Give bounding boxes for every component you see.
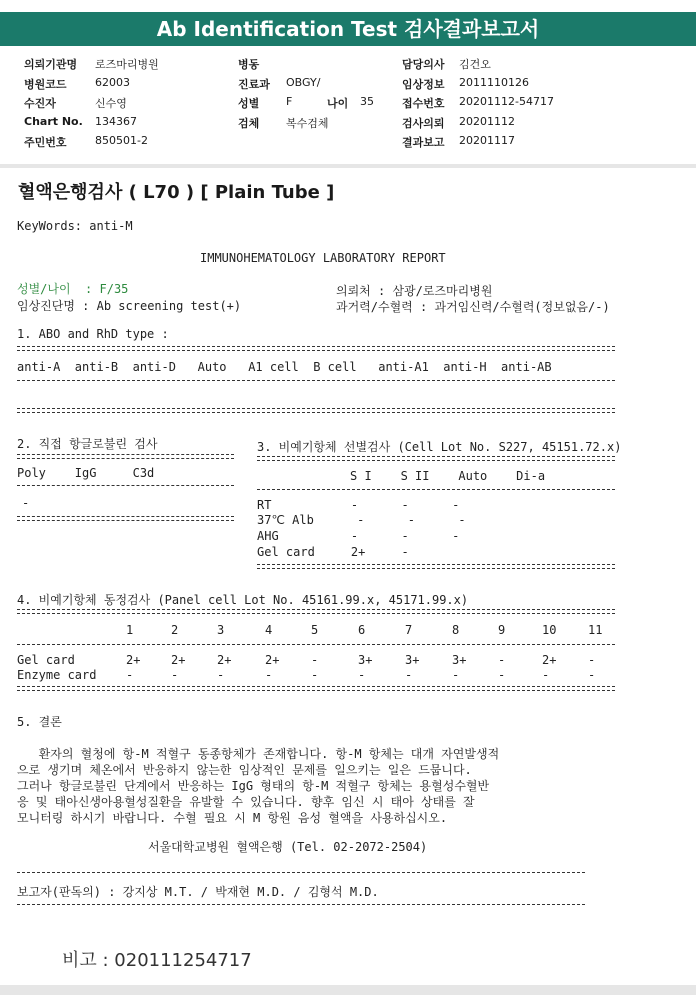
panel-result: 2+: [265, 653, 280, 667]
bottom-separator: [0, 985, 696, 995]
clinical-diagnosis: 임상진단명 : Ab screening test(+): [17, 299, 242, 313]
screen-columns: S I S II Auto Di-a: [350, 469, 546, 483]
divider: [17, 872, 585, 873]
sex-age: 성별/나이 : F/35: [17, 282, 129, 296]
history: 과거력/수혈력 : 과거임신력/수혈력(정보없음/-): [336, 300, 610, 314]
panel-cell-number: 10: [542, 623, 557, 637]
age-value: 35: [360, 95, 374, 108]
panel-result: 3+: [405, 653, 420, 667]
panel-result: -: [498, 668, 506, 682]
panel-cell-number: 7: [405, 623, 413, 637]
panel-result: 2+: [171, 653, 186, 667]
conclusion-line: 응 및 태아신생아용혈성질환을 유발할 수 있습니다. 향후 임신 시 태아 상태를 잘: [17, 795, 475, 809]
panel-result: -: [498, 653, 506, 667]
panel-result: -: [265, 668, 273, 682]
panel-result: 2+: [542, 653, 557, 667]
divider: [17, 454, 234, 459]
divider: [17, 609, 615, 614]
conclusion-line: 환자의 혈청에 항-M 적혈구 동종항체가 존재합니다. 항-M 항체는 대개 자연발생적: [17, 747, 500, 761]
panel-result: -: [405, 668, 413, 682]
header-label: 담당의사: [402, 58, 445, 71]
panel-result: -: [358, 668, 366, 682]
header-separator: [0, 164, 696, 168]
panel-result: -: [542, 668, 550, 682]
header-value: OBGY/: [286, 76, 321, 89]
abo-columns: anti-A anti-B anti-D Auto A1 cell B cell anti-A1 anti-H anti-AB: [17, 360, 552, 374]
panel-result: -: [588, 668, 596, 682]
header-value: 2011110126: [459, 76, 529, 89]
divider: [17, 380, 615, 381]
header-value: 복수검체: [286, 117, 329, 130]
panel-result: 3+: [452, 653, 467, 667]
dat-columns: Poly IgG C3d: [17, 466, 155, 480]
header-label: 병동: [238, 58, 260, 71]
panel-result: -: [452, 668, 460, 682]
header-value: 20201112-54717: [459, 95, 554, 108]
section1-title: 1. ABO and RhD type :: [17, 327, 169, 341]
divider: [17, 686, 615, 691]
panel-cell-number: 11: [588, 623, 603, 637]
divider: [17, 346, 615, 351]
header-value: 134367: [95, 115, 137, 128]
remark: 비고 : 020111254717: [62, 950, 252, 971]
age-label: 나이: [327, 97, 349, 110]
divider: [17, 516, 234, 521]
panel-row-name: Gel card: [17, 653, 75, 667]
panel-cell-number: 2: [171, 623, 179, 637]
dat-value: -: [22, 496, 30, 510]
screen-row-alb: 37℃ Alb - - -: [257, 513, 466, 527]
header-value: 김건오: [459, 58, 491, 71]
header-value: 20201117: [459, 134, 515, 147]
header-label: 수진자: [24, 97, 56, 110]
divider: [17, 408, 615, 413]
divider: [257, 456, 615, 461]
header-value: 신수영: [95, 97, 127, 110]
panel-result: -: [311, 668, 319, 682]
conclusion-line: 모니터링 하시기 바랍니다. 수혈 필요 시 M 항원 음성 혈액을 사용하십시오.: [17, 811, 448, 825]
section4-title: 4. 비예기항체 동정검사 (Panel cell Lot No. 45161.99.x, 45171.99.x): [17, 593, 469, 607]
panel-cell-number: 6: [358, 623, 366, 637]
screen-row-rt: RT - - -: [257, 498, 460, 512]
header-label: 성별: [238, 97, 260, 110]
header-value: 로즈마리병원: [95, 58, 159, 71]
section5-title: 5. 결론: [17, 715, 62, 729]
divider: [17, 904, 585, 905]
reporter: 보고자(판독의) : 강지상 M.T. / 박재현 M.D. / 김형석 M.D.: [17, 885, 379, 899]
header-label: 의뢰기관명: [24, 58, 78, 71]
section2-title: 2. 직접 항글로불린 검사: [17, 437, 158, 451]
panel-cell-number: 1: [126, 623, 134, 637]
header-label: 임상정보: [402, 78, 445, 91]
header-label: 결과보고: [402, 136, 445, 149]
panel-cell-number: 4: [265, 623, 273, 637]
header-label: 검체: [238, 117, 260, 130]
divider: [17, 644, 615, 645]
divider: [17, 485, 234, 486]
panel-cell-number: 3: [217, 623, 225, 637]
referrer: 의뢰처 : 삼광/로즈마리병원: [336, 284, 493, 298]
panel-result: -: [311, 653, 319, 667]
header-value: 62003: [95, 76, 130, 89]
header-label: 진료과: [238, 78, 270, 91]
panel-row-name: Enzyme card: [17, 668, 97, 682]
header-value: 20201112: [459, 115, 515, 128]
report-banner: Ab Identification Test 검사결과보고서: [0, 12, 696, 46]
header-label: Chart No.: [24, 115, 83, 128]
header-label: 검사의뢰: [402, 117, 445, 130]
panel-result: -: [217, 668, 225, 682]
header-label: 주민번호: [24, 136, 67, 149]
divider: [257, 564, 615, 569]
hospital-contact: 서울대학교병원 혈액은행 (Tel. 02-2072-2504): [148, 840, 428, 854]
panel-cell-number: 9: [498, 623, 506, 637]
header-label: 접수번호: [402, 97, 445, 110]
lab-title: IMMUNOHEMATOLOGY LABORATORY REPORT: [200, 251, 446, 265]
panel-cell-number: 8: [452, 623, 460, 637]
panel-result: 2+: [126, 653, 141, 667]
report-title: 혈액은행검사 ( L70 ) [ Plain Tube ]: [18, 182, 335, 203]
divider: [257, 489, 615, 490]
header-label: 병원코드: [24, 78, 67, 91]
conclusion-line: 그러나 항글로불린 단계에서 반응하는 IgG 형태의 항-M 적혈구 항체는 용혈성수혈반: [17, 779, 490, 793]
section3-title: 3. 비예기항체 선별검사 (Cell Lot No. S227, 45151.72.x): [257, 440, 622, 454]
keywords: KeyWords: anti-M: [17, 219, 133, 233]
panel-cell-number: 5: [311, 623, 319, 637]
screen-row-ahg: AHG - - -: [257, 529, 460, 543]
screen-row-gel: Gel card 2+ -: [257, 545, 409, 559]
panel-result: -: [126, 668, 134, 682]
panel-result: -: [171, 668, 179, 682]
panel-result: -: [588, 653, 596, 667]
conclusion-line: 으로 생기며 체온에서 반응하지 않는한 임상적인 문제를 일으키는 일은 드뭅니다.: [17, 763, 472, 777]
panel-result: 2+: [217, 653, 232, 667]
header-value: 850501-2: [95, 134, 148, 147]
panel-result: 3+: [358, 653, 373, 667]
header-value: F: [286, 95, 293, 108]
